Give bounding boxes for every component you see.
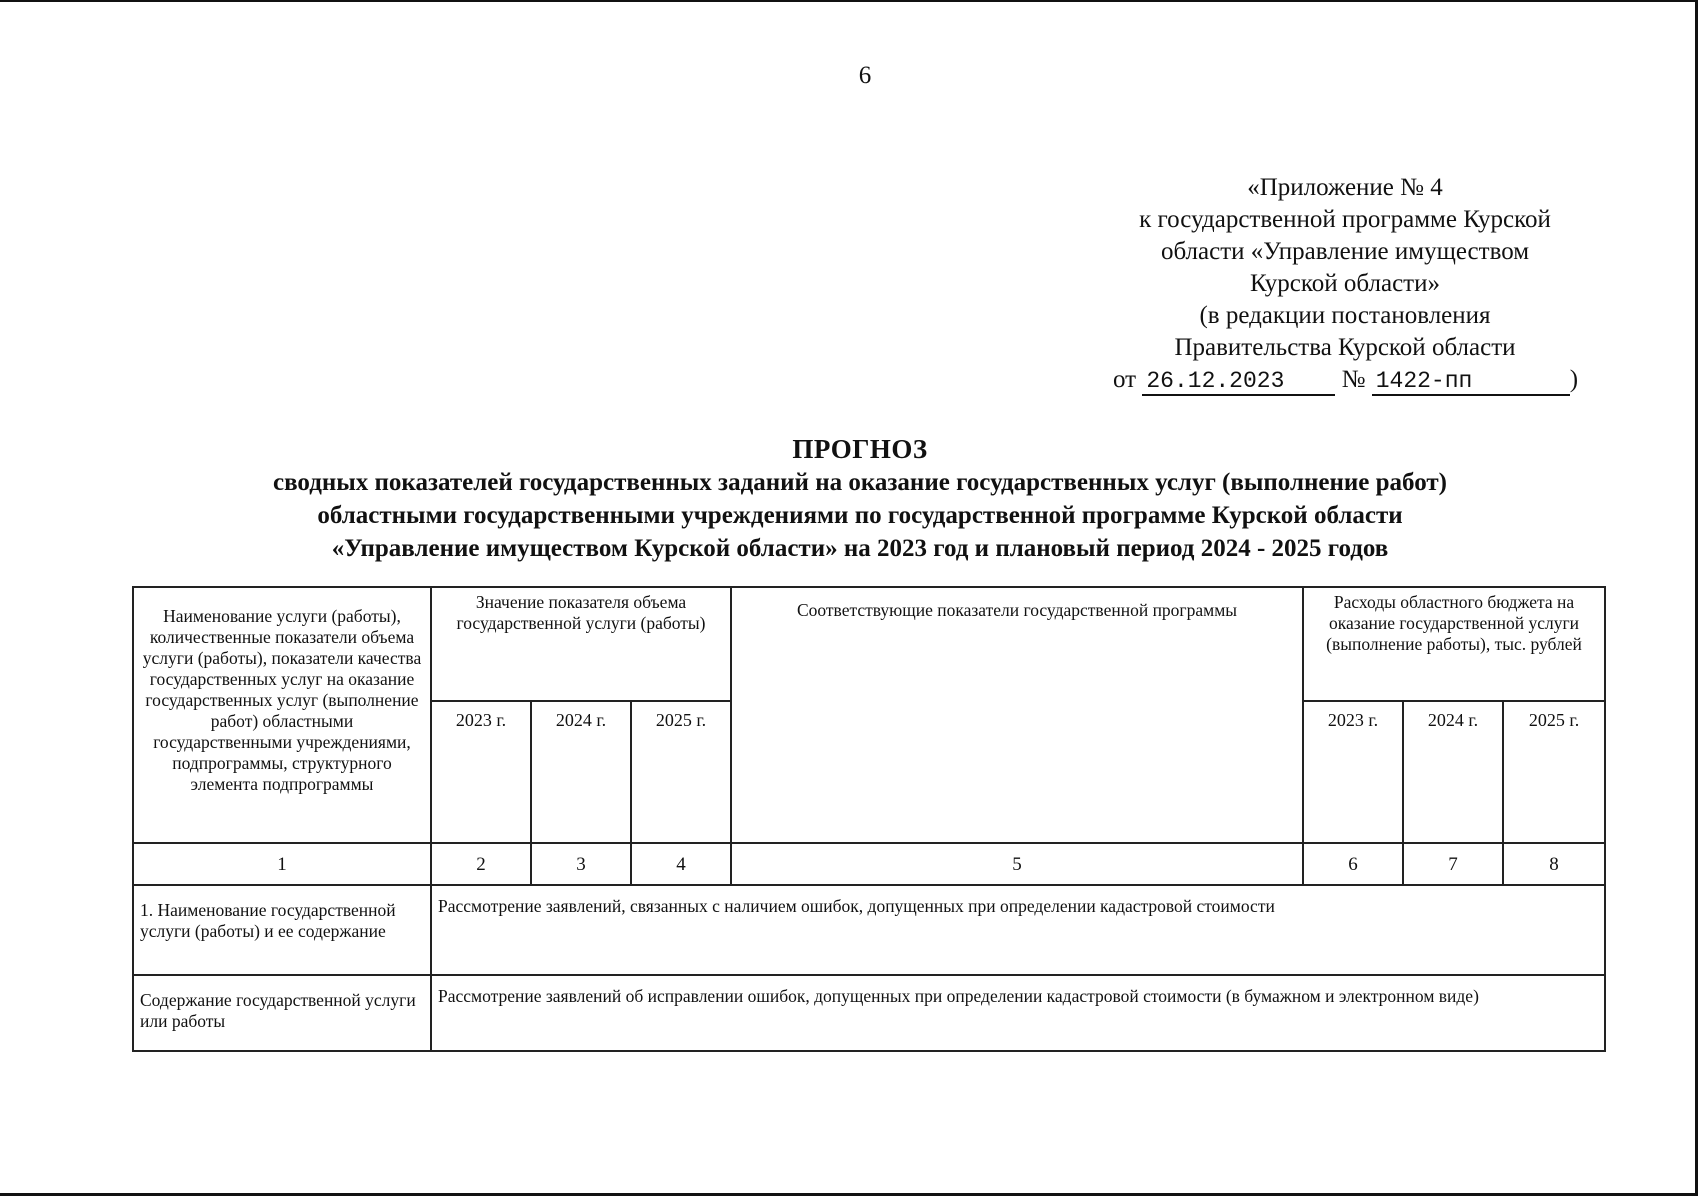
resolution-number: 1422-пп: [1372, 368, 1570, 396]
row-label: 1. Наименование государственной услуги (работы) и ее содержание: [133, 885, 431, 975]
closing-paren: ): [1569, 366, 1579, 393]
appendix-line: Курской области»: [1250, 270, 1440, 297]
column-number: 6: [1303, 843, 1403, 885]
title-line: сводных показателей государственных заданий на оказание государственных услуг (выполнение работ): [273, 469, 1447, 496]
header-volume-year-2025: 2025 г.: [631, 701, 731, 843]
forecast-table: [132, 586, 1606, 1052]
appendix-line: «Приложение № 4: [1247, 174, 1443, 201]
appendix-line: (в редакции постановления: [1199, 302, 1491, 329]
document-title: [120, 432, 1600, 565]
resolution-date: 26.12.2023: [1142, 368, 1335, 396]
header-volume-group: Значение показателя объема государственной услуги (работы): [431, 587, 731, 701]
title-line: областными государственными учреждениями по государственной программе Курской области: [317, 502, 1403, 529]
header-expense-year-2025: 2025 г.: [1503, 701, 1605, 843]
row-label: Содержание государственной услуги или работы: [133, 975, 431, 1051]
header-expense-group: Расходы областного бюджета на оказание государственной услуги (выполнение работы), тыс. рублей: [1303, 587, 1605, 701]
column-number: 8: [1503, 843, 1605, 885]
appendix-block: [1085, 172, 1605, 396]
column-number: 2: [431, 843, 531, 885]
column-number: 1: [133, 843, 431, 885]
row-value: Рассмотрение заявлений об исправлении ошибок, допущенных при определении кадастровой стоимости (в бумажном и электронном виде): [431, 975, 1605, 1051]
table-row: [133, 975, 1605, 1051]
appendix-resolution-line: [1085, 364, 1605, 396]
header-service-name: Наименование услуги (работы), количественные показатели объема услуги (работы), показатели качества государственных услуг на оказание государственных услуг (выполнение работ) областными государственными учреждениями, подпрограммы, структурного элемента подпрограммы: [133, 587, 431, 843]
appendix-line: области «Управление имуществом: [1160, 238, 1530, 265]
column-number: 4: [631, 843, 731, 885]
title-main: ПРОГНОЗ: [792, 434, 928, 464]
row-value: Рассмотрение заявлений, связанных с наличием ошибок, допущенных при определении кадастровой стоимости: [431, 885, 1605, 975]
title-line: «Управление имуществом Курской области» на 2023 год и плановый период 2024 - 2025 годов: [331, 535, 1389, 562]
header-program-indicators: Соответствующие показатели государственной программы: [731, 587, 1303, 843]
table-row: [133, 885, 1605, 975]
column-number: 7: [1403, 843, 1503, 885]
header-volume-year-2023: 2023 г.: [431, 701, 531, 843]
header-row: [133, 587, 1605, 701]
page-number: 6: [858, 62, 872, 89]
column-number: 5: [731, 843, 1303, 885]
from-label: от: [1113, 366, 1137, 393]
header-expense-year-2023: 2023 г.: [1303, 701, 1403, 843]
number-label: №: [1341, 366, 1366, 393]
header-volume-year-2024: 2024 г.: [531, 701, 631, 843]
header-expense-year-2024: 2024 г.: [1403, 701, 1503, 843]
appendix-line: к государственной программе Курской: [1139, 206, 1551, 233]
column-number-row: [133, 843, 1605, 885]
appendix-line: Правительства Курской области: [1174, 334, 1516, 361]
column-number: 3: [531, 843, 631, 885]
